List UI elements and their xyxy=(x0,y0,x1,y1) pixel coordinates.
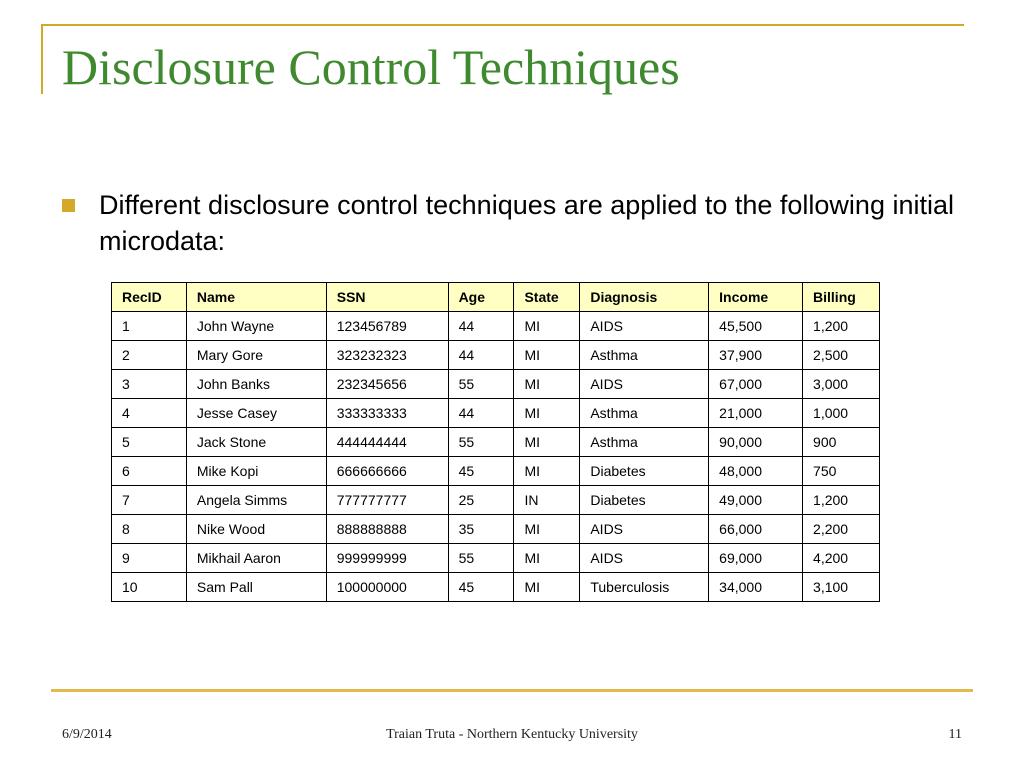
table-cell: MI xyxy=(514,544,580,573)
table-cell: 10 xyxy=(112,573,187,602)
table-cell: 45,500 xyxy=(709,312,803,341)
table-cell: 1,200 xyxy=(803,486,880,515)
table-cell: 55 xyxy=(448,544,514,573)
table-cell: Mikhail Aaron xyxy=(186,544,326,573)
table-cell: Sam Pall xyxy=(186,573,326,602)
table-cell: 1,200 xyxy=(803,312,880,341)
table-cell: 69,000 xyxy=(709,544,803,573)
table-cell: 5 xyxy=(112,428,187,457)
microdata-table xyxy=(111,282,880,602)
table-cell: 35 xyxy=(448,515,514,544)
table-cell: MI xyxy=(514,428,580,457)
table-cell: Diabetes xyxy=(580,486,709,515)
table-cell: Jesse Casey xyxy=(186,399,326,428)
column-header: Name xyxy=(186,283,326,312)
table-cell: 666666666 xyxy=(326,457,448,486)
table-cell: Tuberculosis xyxy=(580,573,709,602)
column-header: RecID xyxy=(112,283,187,312)
table-cell: 55 xyxy=(448,428,514,457)
table-row xyxy=(112,312,880,341)
table-cell: MI xyxy=(514,457,580,486)
table-cell: 232345656 xyxy=(326,370,448,399)
table-cell: John Wayne xyxy=(186,312,326,341)
table-cell: 750 xyxy=(803,457,880,486)
table-row xyxy=(112,341,880,370)
table-cell: Asthma xyxy=(580,341,709,370)
table-cell: Diabetes xyxy=(580,457,709,486)
table-row xyxy=(112,399,880,428)
table-cell: MI xyxy=(514,399,580,428)
table-cell: Asthma xyxy=(580,428,709,457)
table-cell: 49,000 xyxy=(709,486,803,515)
table-row xyxy=(112,573,880,602)
table-cell: 8 xyxy=(112,515,187,544)
top-accent-line xyxy=(41,24,964,26)
table-cell: Angela Simms xyxy=(186,486,326,515)
table-cell: 100000000 xyxy=(326,573,448,602)
table-row xyxy=(112,544,880,573)
footer-author: Traian Truta - Northern Kentucky University xyxy=(386,727,638,742)
table-cell: Jack Stone xyxy=(186,428,326,457)
table-cell: 45 xyxy=(448,457,514,486)
table-cell: AIDS xyxy=(580,312,709,341)
column-header: SSN xyxy=(326,283,448,312)
table-cell: 25 xyxy=(448,486,514,515)
table-cell: 900 xyxy=(803,428,880,457)
table-cell: 48,000 xyxy=(709,457,803,486)
table-cell: MI xyxy=(514,515,580,544)
table-cell: IN xyxy=(514,486,580,515)
table-cell: 6 xyxy=(112,457,187,486)
table-cell: 9 xyxy=(112,544,187,573)
table-cell: 4 xyxy=(112,399,187,428)
table-cell: 2,200 xyxy=(803,515,880,544)
table-cell: 4,200 xyxy=(803,544,880,573)
table-cell: 44 xyxy=(448,312,514,341)
table-row xyxy=(112,428,880,457)
table-cell: 3 xyxy=(112,370,187,399)
table-cell: 90,000 xyxy=(709,428,803,457)
table-cell: AIDS xyxy=(580,370,709,399)
table-cell: 2 xyxy=(112,341,187,370)
table-cell: 34,000 xyxy=(709,573,803,602)
table-row xyxy=(112,457,880,486)
table-cell: 67,000 xyxy=(709,370,803,399)
table-cell: 333333333 xyxy=(326,399,448,428)
bullet-item xyxy=(62,187,962,259)
table-cell: MI xyxy=(514,370,580,399)
table-cell: 2,500 xyxy=(803,341,880,370)
slide-title: Disclosure Control Techniques xyxy=(62,39,680,95)
table-cell: MI xyxy=(514,312,580,341)
table-cell: 37,900 xyxy=(709,341,803,370)
table-cell: 777777777 xyxy=(326,486,448,515)
column-header: Billing xyxy=(803,283,880,312)
table-cell: AIDS xyxy=(580,515,709,544)
footer-divider xyxy=(51,689,973,692)
bullet-text: Different disclosure control techniques are applied to the following initial microdata: xyxy=(99,190,954,256)
table-cell: 888888888 xyxy=(326,515,448,544)
footer-date: 6/9/2014 xyxy=(62,727,112,742)
table-row xyxy=(112,486,880,515)
column-header: Diagnosis xyxy=(580,283,709,312)
table-cell: Mike Kopi xyxy=(186,457,326,486)
table-cell: 45 xyxy=(448,573,514,602)
column-header: State xyxy=(514,283,580,312)
table-cell: 3,100 xyxy=(803,573,880,602)
table-cell: 444444444 xyxy=(326,428,448,457)
table-row xyxy=(112,370,880,399)
table-cell: 44 xyxy=(448,341,514,370)
square-bullet-icon xyxy=(62,199,75,212)
table-cell: John Banks xyxy=(186,370,326,399)
table-cell: 1 xyxy=(112,312,187,341)
column-header: Age xyxy=(448,283,514,312)
page-number: 11 xyxy=(948,727,962,742)
table-header-row xyxy=(112,283,880,312)
table-cell: 21,000 xyxy=(709,399,803,428)
table-cell: AIDS xyxy=(580,544,709,573)
left-accent-line xyxy=(41,24,43,94)
table-cell: 55 xyxy=(448,370,514,399)
table-cell: MI xyxy=(514,573,580,602)
table-cell: Mary Gore xyxy=(186,341,326,370)
table-cell: 3,000 xyxy=(803,370,880,399)
table-cell: 44 xyxy=(448,399,514,428)
table-cell: MI xyxy=(514,341,580,370)
table-cell: 1,000 xyxy=(803,399,880,428)
table-cell: 999999999 xyxy=(326,544,448,573)
column-header: Income xyxy=(709,283,803,312)
table-cell: Nike Wood xyxy=(186,515,326,544)
table-cell: 7 xyxy=(112,486,187,515)
table-cell: 323232323 xyxy=(326,341,448,370)
table-cell: Asthma xyxy=(580,399,709,428)
table-cell: 66,000 xyxy=(709,515,803,544)
table-cell: 123456789 xyxy=(326,312,448,341)
table-row xyxy=(112,515,880,544)
